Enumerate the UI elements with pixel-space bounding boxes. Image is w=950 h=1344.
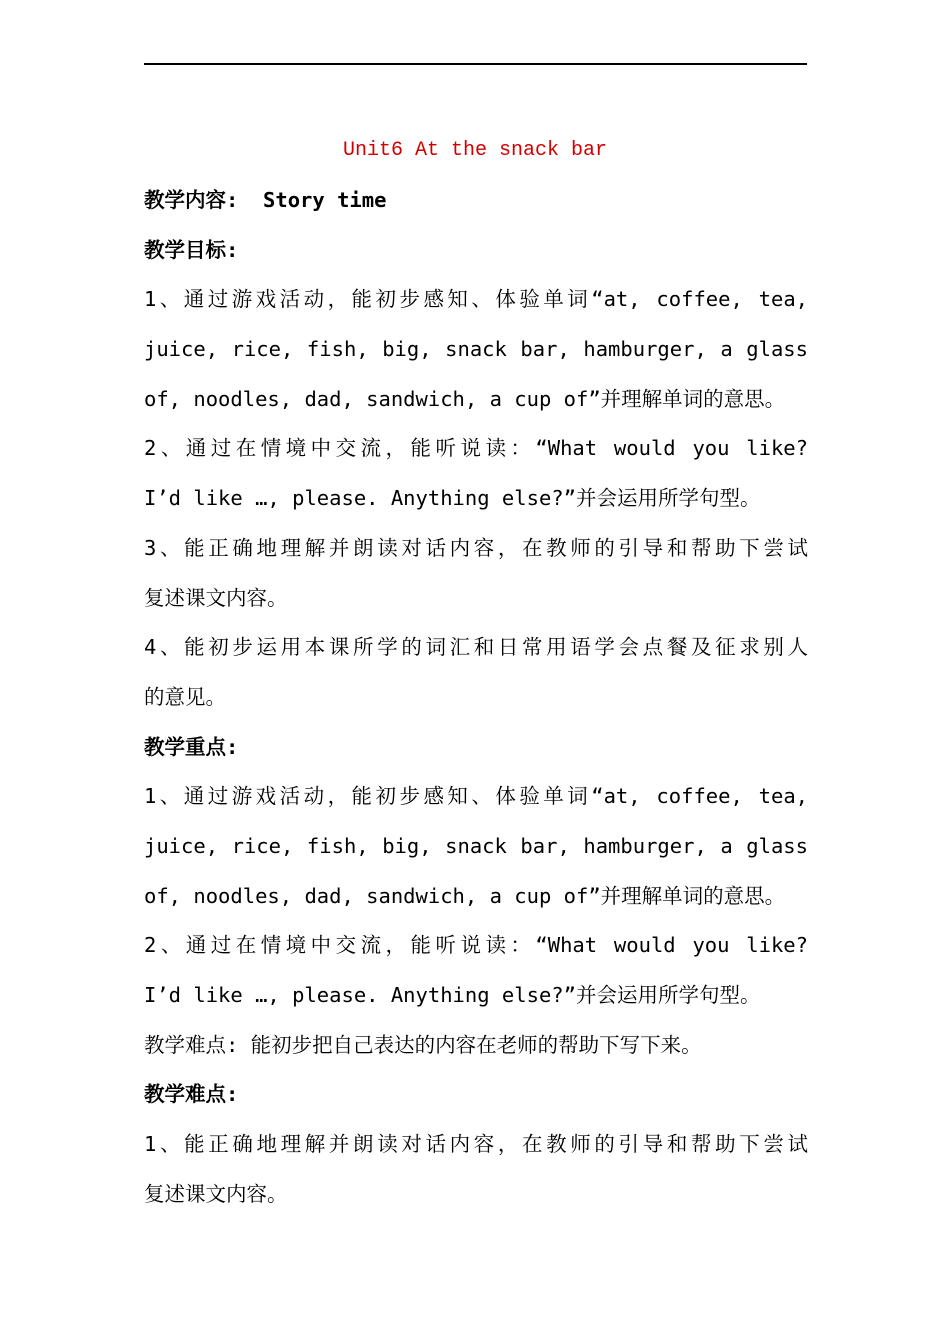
goals-line: 3、能正确地理解并朗读对话内容，在教师的引导和帮助下尝试 <box>144 535 808 560</box>
difficulties-heading: 教学难点: <box>144 1082 239 1107</box>
goals-line: I’d like …, please. Anything else?”并会运用所学句型。 <box>144 486 761 511</box>
key-points-line: 2、通过在情境中交流，能听说读：“What would you like? <box>144 933 808 958</box>
goals-line: 1、通过游戏活动，能初步感知、体验单词“at, coffee, tea, <box>144 287 808 312</box>
key-points-line: of, noodles, dad, sandwich, a cup of”并理解单词的意思。 <box>144 883 786 908</box>
goals-line: juice, rice, fish, big, snack bar, hamburger, a glass <box>144 337 808 362</box>
content-value: Story time <box>263 188 387 212</box>
key-points-line: juice, rice, fish, big, snack bar, hamburger, a glass <box>144 833 808 858</box>
goals-line: 2、通过在情境中交流，能听说读：“What would you like? <box>144 436 808 461</box>
key-points-line: I’d like …, please. Anything else?”并会运用所学句型。 <box>144 983 761 1007</box>
goals-line: 的意见。 <box>144 684 226 709</box>
document-body <box>144 176 808 1219</box>
key-points-heading: 教学重点: <box>144 734 239 759</box>
key-points-line: 教学难点: 能初步把自己表达的内容在老师的帮助下写下来。 <box>144 1032 702 1057</box>
key-points-line: 1、通过游戏活动，能初步感知、体验单词“at, coffee, tea, <box>144 784 808 809</box>
content-label: 教学内容: <box>144 188 239 212</box>
header-rule <box>144 63 807 65</box>
content-row <box>144 176 808 226</box>
goals-line: 4、能初步运用本课所学的词汇和日常用语学会点餐及征求别人 <box>144 635 808 660</box>
goals-heading: 教学目标: <box>144 237 239 262</box>
goals-line: of, noodles, dad, sandwich, a cup of”并理解单词的意思。 <box>144 386 786 411</box>
document-title: Unit6 At the snack bar <box>342 139 608 162</box>
goals-line: 复述课文内容。 <box>144 585 288 610</box>
difficulties-line: 复述课文内容。 <box>144 1181 288 1206</box>
difficulties-line: 1、能正确地理解并朗读对话内容，在教师的引导和帮助下尝试 <box>144 1132 808 1157</box>
